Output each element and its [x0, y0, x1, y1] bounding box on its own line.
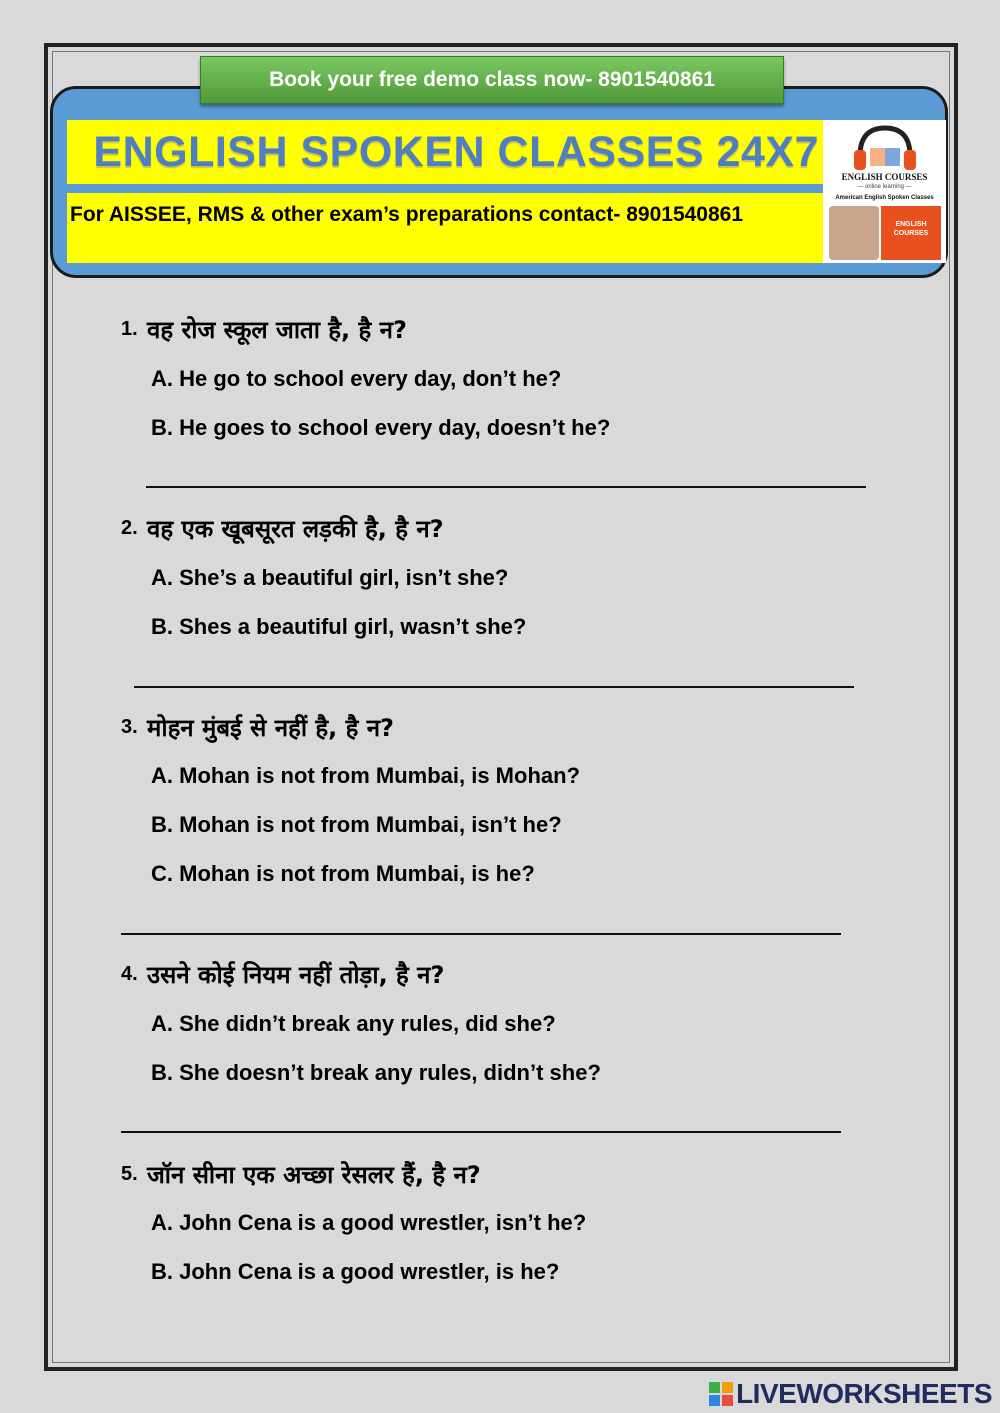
question-5-hindi: जॉन सीना एक अच्छा रेसलर हैं, है न?	[147, 1161, 481, 1189]
liveworksheets-icon	[709, 1382, 733, 1406]
question-5-number: 5.	[121, 1163, 138, 1185]
demo-class-banner: Book your free demo class now- 8901540861	[200, 56, 784, 104]
question-4-option-b[interactable]: B. She doesn’t break any rules, didn’t she?	[151, 1060, 601, 1085]
question-1-option-a[interactable]: A. He go to school every day, don’t he?	[151, 366, 562, 391]
question-3-option-c[interactable]: C. Mohan is not from Mumbai, is he?	[151, 861, 535, 886]
question-4-hindi: उसने कोई नियम नहीं तोड़ा, है न?	[147, 961, 445, 989]
english-courses-logo	[823, 120, 946, 263]
question-1-hindi: वह रोज स्कूल जाता है, है न?	[147, 316, 407, 344]
page-title: ENGLISH SPOKEN CLASSES 24X7	[93, 127, 819, 176]
logo-subtitle: — online learning —	[857, 184, 912, 190]
answer-line-2[interactable]	[134, 686, 854, 688]
question-5-option-a[interactable]: A. John Cena is a good wrestler, isn’t he?	[151, 1210, 587, 1235]
liveworksheets-brand: LIVEWORKSHEETS	[736, 1378, 992, 1409]
question-4-option-a[interactable]: A. She didn’t break any rules, did she?	[151, 1011, 556, 1036]
question-1-option-b[interactable]: B. He goes to school every day, doesn’t he?	[151, 415, 611, 440]
answer-line-1[interactable]	[146, 486, 866, 488]
teacher-photo	[829, 206, 879, 260]
title-strip	[67, 120, 823, 184]
logo-title: ENGLISH COURSES	[841, 172, 928, 182]
question-3-number: 3.	[121, 716, 138, 738]
question-2-number: 2.	[121, 517, 138, 539]
contact-info: For AISSEE, RMS & other exam’s preparations contact- 8901540861	[67, 193, 823, 263]
question-3-option-b[interactable]: B. Mohan is not from Mumbai, isn’t he?	[151, 812, 562, 837]
question-1-number: 1.	[121, 318, 138, 340]
question-2-option-a[interactable]: A. She’s a beautiful girl, isn’t she?	[151, 565, 509, 590]
question-2-option-b[interactable]: B. Shes a beautiful girl, wasn’t she?	[151, 614, 527, 639]
logo-tagline: American English Spoken Classes	[835, 195, 934, 201]
logo-card: ENGLISH COURSES	[881, 206, 941, 260]
question-3-hindi: मोहन मुंबई से नहीं है, है न?	[147, 714, 394, 742]
answer-line-3[interactable]	[121, 933, 841, 935]
question-2-hindi: वह एक खूबसूरत लड़की है, है न?	[147, 515, 444, 543]
headphones-icon	[850, 122, 920, 172]
answer-line-4[interactable]	[121, 1131, 841, 1133]
question-3-option-a[interactable]: A. Mohan is not from Mumbai, is Mohan?	[151, 763, 580, 788]
liveworksheets-logo[interactable]	[709, 1378, 992, 1410]
question-5-option-b[interactable]: B. John Cena is a good wrestler, is he?	[151, 1259, 560, 1284]
question-4-number: 4.	[121, 963, 138, 985]
